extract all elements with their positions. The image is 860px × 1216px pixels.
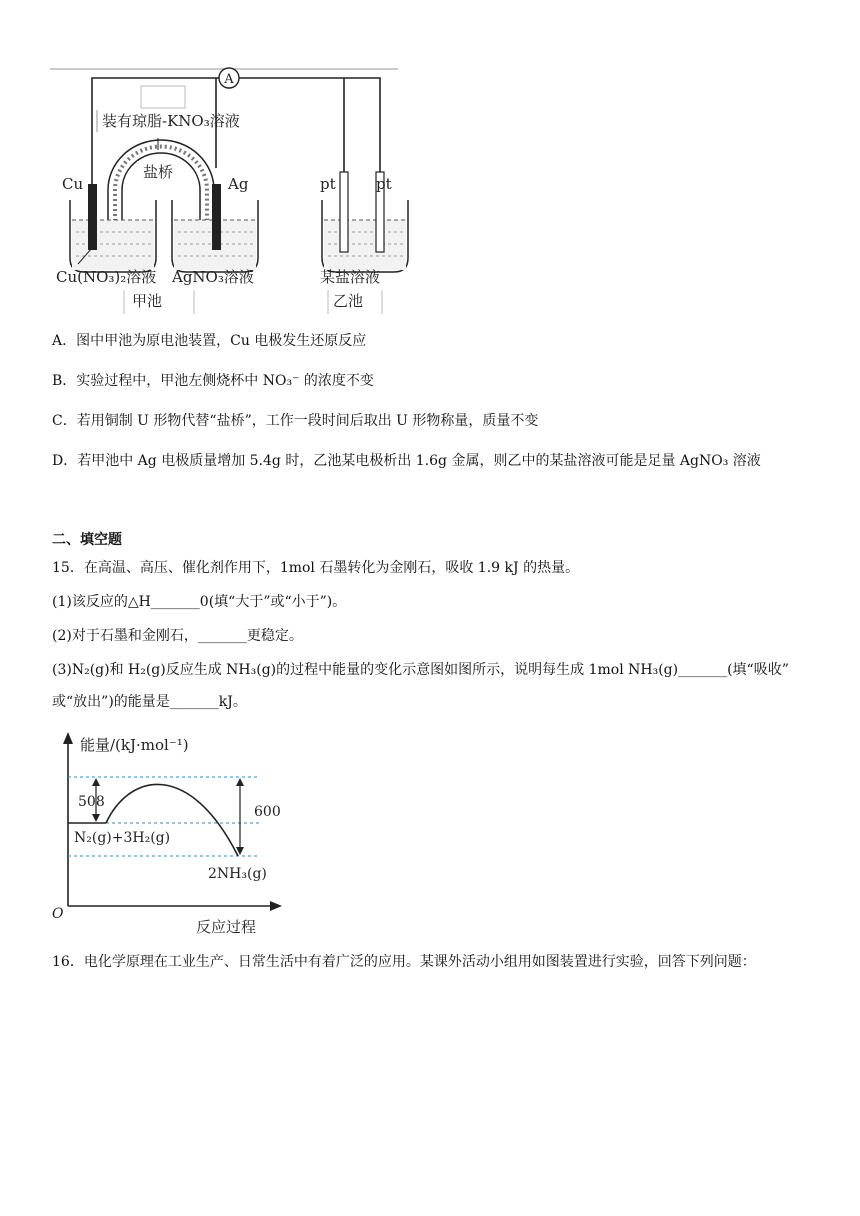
section-title: 二、填空题 [52, 532, 122, 548]
cu-electrode [88, 184, 97, 250]
ammeter-label: A [224, 72, 234, 87]
option-c: C．若用铜制 U 形物代替“盐桥”，工作一段时间后取出 U 形物称量，质量不变 [52, 413, 539, 429]
electrochemical-cell-diagram [50, 60, 410, 320]
q15-part2: (2)对于石墨和金刚石，_______更稳定。 [52, 628, 303, 644]
reactants-label: N₂(g)+3H₂(g) [74, 830, 171, 846]
products-label: 2NH₃(g) [208, 866, 267, 882]
x-axis-label: 反应过程 [196, 918, 257, 936]
pt-electrode-1 [340, 172, 348, 252]
q15-stem: 15．在高温、高压、催化剂作用下，1mol 石墨转化为金刚石，吸收 1.9 kJ 的热量。 [52, 560, 580, 576]
option-d: D．若甲池中 Ag 电极质量增加 5.4g 时，乙池某电极析出 1.6g 金属，则乙中的某盐溶液可能是足量 AgNO₃ 溶液 [52, 453, 761, 469]
label-600: 600 [254, 804, 281, 820]
cu-label: Cu [62, 175, 84, 193]
pt-label-2: pt [376, 175, 392, 193]
q15-part3-line1: (3)N₂(g)和 H₂(g)反应生成 NH₃(g)的过程中能量的变化示意图如图所示，说明每生成 1mol NH₃(g)_______(填“吸收” [52, 662, 789, 678]
ag-label: Ag [228, 175, 249, 193]
cell-yi-label: 乙池 [333, 292, 364, 310]
cell-jia-label: 甲池 [132, 292, 163, 310]
option-b: B．实验过程中，甲池左侧烧杯中 NO₃⁻ 的浓度不变 [52, 373, 374, 389]
ag-electrode [212, 184, 221, 250]
energy-diagram [48, 728, 298, 938]
label-508: 508 [78, 794, 105, 810]
ag-solution-label: AgNO₃溶液 [172, 268, 254, 286]
y-axis-label: 能量/(kJ·mol⁻¹) [80, 736, 189, 754]
q16-stem: 16．电化学原理在工业生产、日常生活中有着广泛的应用。某课外活动小组用如图装置进行实验，回答下列问题： [52, 954, 756, 970]
pt-label-1: pt [320, 175, 336, 193]
q15-part3-line2: 或“放出”)的能量是_______kJ。 [52, 694, 247, 710]
salt-bridge-label: 盐桥 [142, 163, 174, 181]
salt-solution-label: 某盐溶液 [320, 268, 381, 286]
salt-bridge-note: 装有琼脂-KNO₃溶液 [102, 112, 240, 130]
cu-solution-label: Cu(NO₃)₂溶液 [56, 268, 157, 286]
origin-label: O [52, 906, 64, 922]
q15-part1: (1)该反应的△H_______0(填“大于”或“小于”)。 [52, 594, 347, 610]
option-a: A．图中甲池为原电池装置，Cu 电极发生还原反应 [52, 333, 367, 349]
